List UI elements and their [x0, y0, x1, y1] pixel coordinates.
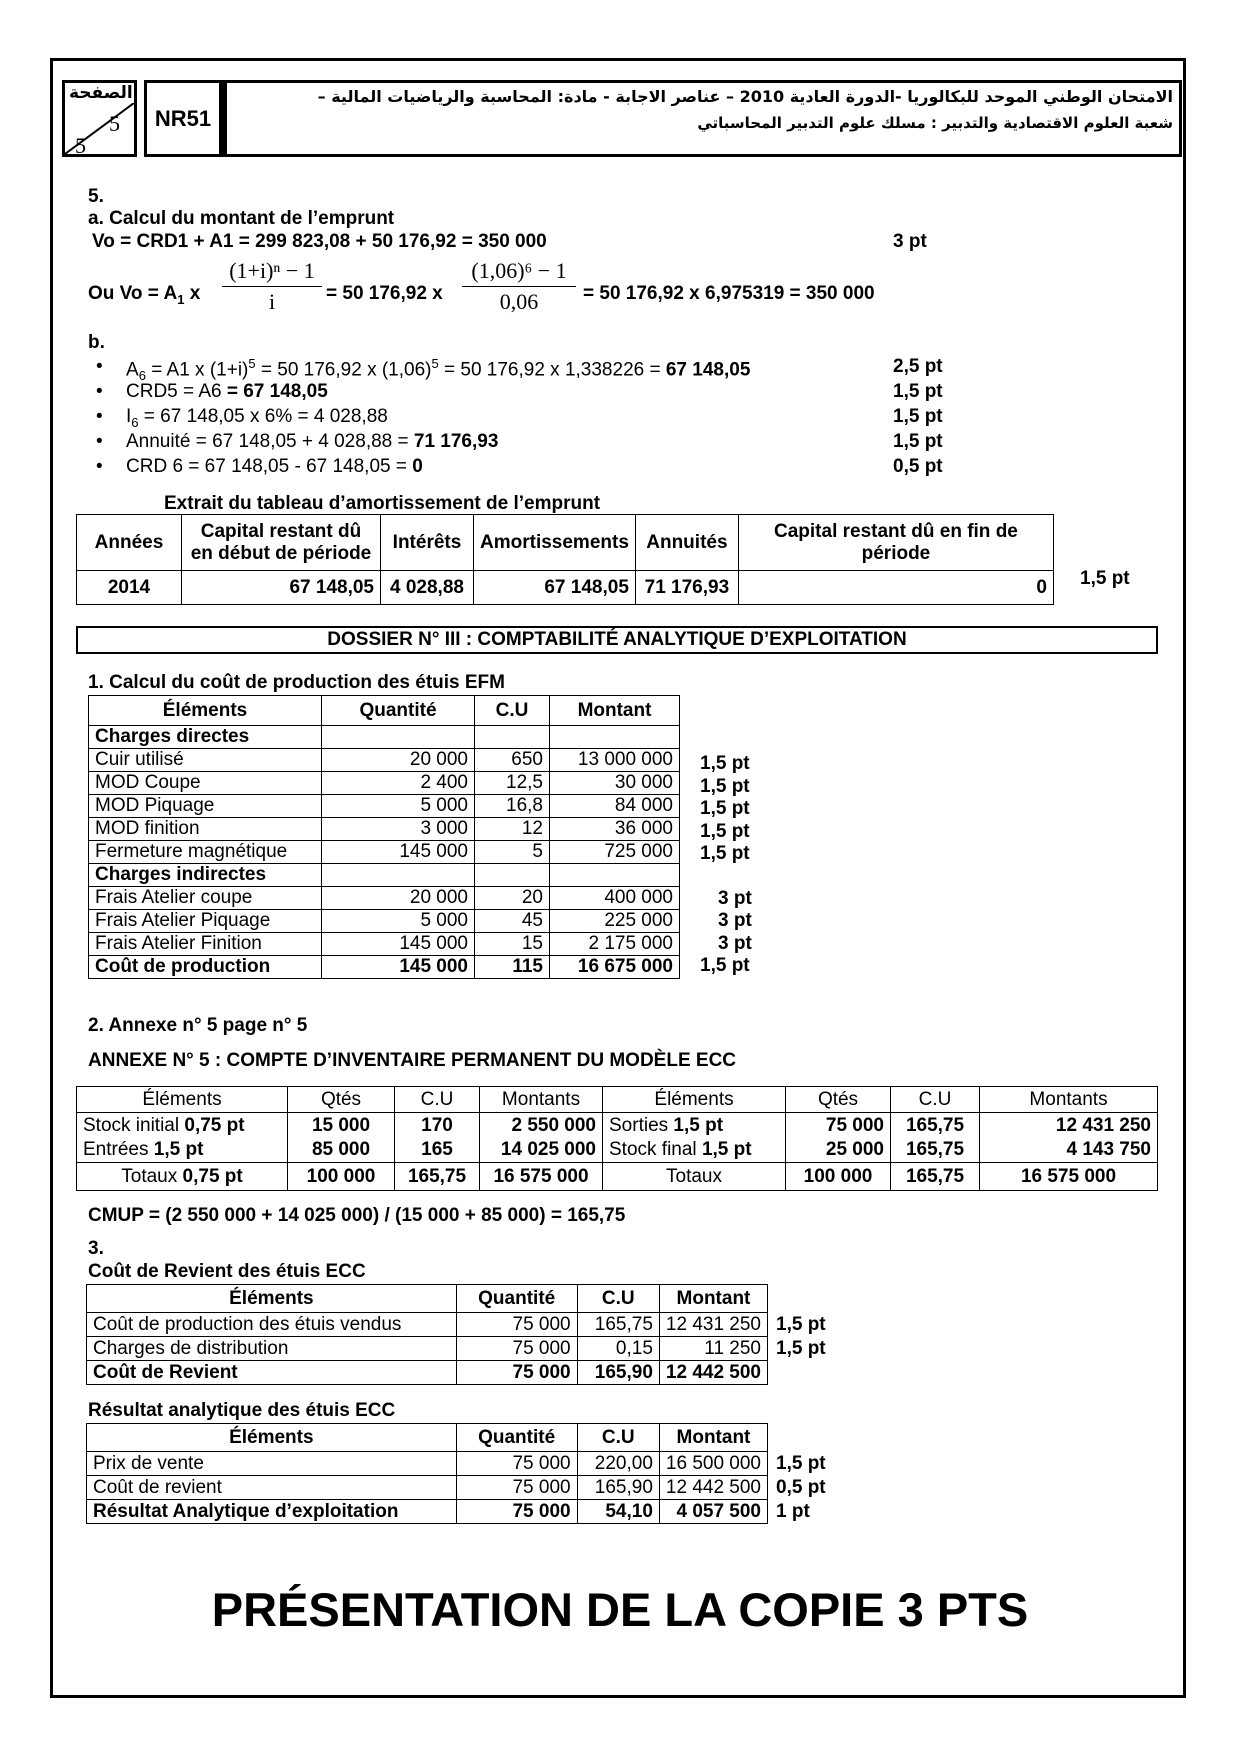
points: 1,5 pt	[893, 431, 943, 452]
table-header-row	[77, 515, 1054, 571]
table-cell: 100 000	[288, 1163, 395, 1191]
unit-cost-cell: 12,5	[475, 772, 550, 795]
quantity-cell: 75 000	[456, 1361, 577, 1385]
row-label: Fermeture magnétique	[89, 841, 322, 864]
table-cell: 15 000 85 000	[288, 1113, 395, 1163]
amount-cell: 13 000 000	[550, 749, 680, 772]
table-cell: 67 148,05	[182, 571, 381, 605]
formula-end: = 50 176,92 x 6,975319 = 350 000	[583, 283, 875, 304]
row-label: Frais Atelier coupe	[89, 887, 322, 910]
table-header: C.U	[395, 1087, 480, 1113]
title-line-2: شعبة العلوم الاقتصادية والتدبير : مسلك علوم التدبير المحاسباتي	[697, 114, 1173, 132]
table-row	[87, 1476, 768, 1500]
table-header: C.U	[577, 1424, 659, 1452]
table-header: Quantité	[322, 696, 475, 726]
quantity-cell: 20 000	[322, 887, 475, 910]
table-header: C.U	[475, 696, 550, 726]
amortization-table-title: Extrait du tableau d’amortissement de l’emprunt	[164, 493, 601, 514]
cmup-formula: CMUP = (2 550 000 + 14 025 000) / (15 000 + 85 000) = 165,75	[88, 1205, 626, 1226]
unit-cost-cell	[475, 864, 550, 887]
points: 1,5 pt	[700, 843, 750, 864]
quantity-cell: 75 000	[456, 1313, 577, 1337]
table-cell: Sorties 1,5 pt Stock final 1,5 pt	[603, 1113, 786, 1163]
quantity-cell	[322, 864, 475, 887]
formula-fraction-1	[222, 258, 322, 315]
points: 1,5 pt	[1080, 568, 1130, 589]
table-header: Montant	[550, 696, 680, 726]
amount-cell: 4 057 500	[659, 1500, 767, 1524]
page-total: 5	[75, 133, 86, 158]
quantity-cell: 75 000	[456, 1476, 577, 1500]
quantity-cell: 20 000	[322, 749, 475, 772]
page-num: 5	[109, 111, 120, 136]
points: 1,5 pt	[700, 955, 750, 976]
table-header: Montants	[980, 1087, 1158, 1113]
table-row	[89, 910, 680, 933]
annex-title: ANNEXE N° 5 : COMPTE D’INVENTAIRE PERMANENT DU MODÈLE ECC	[88, 1050, 737, 1071]
points: 1,5 pt	[776, 1338, 826, 1359]
unit-cost-cell: 165,90	[577, 1361, 659, 1385]
row-label: Résultat Analytique d’exploitation	[87, 1500, 457, 1524]
table-cell: 16 575 000	[980, 1163, 1158, 1191]
amount-cell: 11 250	[659, 1337, 767, 1361]
table-row	[87, 1500, 768, 1524]
table-row	[87, 1337, 768, 1361]
amount-cell: 16 675 000	[550, 956, 680, 979]
q3-num: 3.	[88, 1238, 104, 1259]
table-cell: 71 176,93	[635, 571, 738, 605]
points: 3 pt	[718, 910, 752, 932]
totals-row	[77, 1163, 1158, 1191]
table-cell: 2014	[77, 571, 182, 605]
fraction-numerator: (1,06)⁶ − 1	[471, 258, 567, 283]
table-cell: 165,75 165,75	[891, 1113, 980, 1163]
table-header-row	[89, 696, 680, 726]
quantity-cell	[322, 726, 475, 749]
amount-cell: 84 000	[550, 795, 680, 818]
unit-cost-cell	[475, 726, 550, 749]
row-label: Coût de revient	[87, 1476, 457, 1500]
production-cost-table	[88, 695, 680, 979]
row-label: MOD finition	[89, 818, 322, 841]
table-cell: 75 000 25 000	[786, 1113, 891, 1163]
table-header: Intérêts	[381, 515, 474, 571]
table-cell: 16 575 000	[480, 1163, 603, 1191]
table-cell: Totaux	[603, 1163, 786, 1191]
fraction-numerator: (1+i)ⁿ − 1	[229, 258, 315, 283]
unit-cost-cell: 20	[475, 887, 550, 910]
quantity-cell: 75 000	[456, 1452, 577, 1476]
table-header-row	[87, 1424, 768, 1452]
table-row	[89, 887, 680, 910]
points: 1,5 pt	[700, 753, 750, 775]
unit-cost-cell: 0,15	[577, 1337, 659, 1361]
quantity-cell: 3 000	[322, 818, 475, 841]
points: 2,5 pt	[893, 356, 943, 377]
table-row	[77, 571, 1054, 605]
table-header: Capital restant dû en fin de période	[738, 515, 1053, 571]
table-row	[89, 933, 680, 956]
table-header: Amortissements	[474, 515, 636, 571]
section-5-num: 5.	[88, 186, 104, 207]
amount-cell: 725 000	[550, 841, 680, 864]
amount-cell: 2 175 000	[550, 933, 680, 956]
amount-cell: 225 000	[550, 910, 680, 933]
row-label: Coût de production	[89, 956, 322, 979]
formula-middle: = 50 176,92 x	[326, 283, 443, 304]
table-header: Éléments	[89, 696, 322, 726]
table-header: Éléments	[87, 1285, 457, 1313]
row-label: Coût de production des étuis vendus	[87, 1313, 457, 1337]
table-cell: 165,75	[395, 1163, 480, 1191]
amount-cell	[550, 864, 680, 887]
row-label: Charges directes	[89, 726, 322, 749]
quantity-cell: 75 000	[456, 1337, 577, 1361]
quantity-cell: 145 000	[322, 933, 475, 956]
table-row	[89, 772, 680, 795]
table-cell: Totaux 0,75 pt	[77, 1163, 288, 1191]
row-label: Frais Atelier Finition	[89, 933, 322, 956]
table-row	[87, 1313, 768, 1337]
table-cell: 170 165	[395, 1113, 480, 1163]
exam-code: NR51	[144, 80, 224, 157]
table-header-row	[87, 1285, 768, 1313]
table-header: Éléments	[603, 1087, 786, 1113]
dossier-title: DOSSIER N° III : COMPTABILITÉ ANALYTIQUE D’EXPLOITATION	[76, 626, 1158, 654]
points: 3 pt	[893, 231, 927, 252]
section-5a-title: a. Calcul du montant de l’emprunt	[88, 208, 395, 229]
row-label: Prix de vente	[87, 1452, 457, 1476]
table-cell: 4 028,88	[381, 571, 474, 605]
table-row	[89, 726, 680, 749]
table-row	[89, 795, 680, 818]
quantity-cell: 75 000	[456, 1500, 577, 1524]
row-label: Charges de distribution	[87, 1337, 457, 1361]
points: 1,5 pt	[893, 406, 943, 427]
cost-price-table	[86, 1284, 768, 1385]
page-label: الصفحة	[69, 83, 133, 103]
page-number-box	[62, 80, 137, 157]
row-label: Cuir utilisé	[89, 749, 322, 772]
table-cell: Stock initial 0,75 pt Entrées 1,5 pt	[77, 1113, 288, 1163]
unit-cost-cell: 5	[475, 841, 550, 864]
amount-cell: 16 500 000	[659, 1452, 767, 1476]
quantity-cell: 5 000	[322, 910, 475, 933]
table-cell: 12 431 250 4 143 750	[980, 1113, 1158, 1163]
table-row	[77, 1113, 1158, 1163]
amount-cell: 36 000	[550, 818, 680, 841]
cost-price-title: Coût de Revient des étuis ECC	[88, 1261, 366, 1282]
fraction-denominator: 0,06	[499, 289, 539, 314]
unit-cost-cell: 54,10	[577, 1500, 659, 1524]
points: 0,5 pt	[893, 456, 943, 477]
table-cell: 0	[738, 571, 1053, 605]
unit-cost-cell: 165,75	[577, 1313, 659, 1337]
unit-cost-cell: 220,00	[577, 1452, 659, 1476]
unit-cost-cell: 115	[475, 956, 550, 979]
amount-cell: 12 442 500	[659, 1476, 767, 1500]
table-header: Éléments	[87, 1424, 457, 1452]
table-row	[87, 1452, 768, 1476]
table-row	[89, 956, 680, 979]
formula-fraction-2	[462, 258, 576, 315]
fraction-denominator: i	[268, 289, 276, 314]
table-header: Quantité	[456, 1424, 577, 1452]
table-header: C.U	[891, 1087, 980, 1113]
row-label: MOD Piquage	[89, 795, 322, 818]
points: 0,5 pt	[776, 1477, 826, 1498]
unit-cost-cell: 15	[475, 933, 550, 956]
amount-cell: 400 000	[550, 887, 680, 910]
quantity-cell: 2 400	[322, 772, 475, 795]
amortization-table	[76, 514, 1054, 605]
table-header: C.U	[577, 1285, 659, 1313]
quantity-cell: 145 000	[322, 841, 475, 864]
points: 1,5 pt	[700, 820, 750, 842]
table-header-row	[77, 1087, 1158, 1113]
table-header: Montants	[480, 1087, 603, 1113]
table-header: Qtés	[288, 1087, 395, 1113]
analytic-result-table	[86, 1423, 768, 1524]
table-header: Montant	[659, 1424, 767, 1452]
unit-cost-cell: 45	[475, 910, 550, 933]
points: 3 pt	[718, 887, 752, 909]
table-row	[89, 818, 680, 841]
points: 1,5 pt	[700, 798, 750, 820]
section-5a-line: Vo = CRD1 + A1 = 299 823,08 + 50 176,92 = 350 000	[92, 231, 547, 252]
table-cell: 100 000	[786, 1163, 891, 1191]
table-cell: 165,75	[891, 1163, 980, 1191]
table-row	[87, 1361, 768, 1385]
points: 1,5 pt	[893, 381, 943, 402]
analytic-result-title: Résultat analytique des étuis ECC	[88, 1400, 396, 1421]
points: 1,5 pt	[776, 1314, 826, 1335]
table-header: Annuités	[635, 515, 738, 571]
unit-cost-cell: 12	[475, 818, 550, 841]
footer-presentation: PRÉSENTATION DE LA COPIE 3 PTS	[211, 1583, 1029, 1636]
row-label: Frais Atelier Piquage	[89, 910, 322, 933]
amount-cell: 30 000	[550, 772, 680, 795]
unit-cost-cell: 165,90	[577, 1476, 659, 1500]
unit-cost-cell: 650	[475, 749, 550, 772]
amount-cell: 12 442 500	[659, 1361, 767, 1385]
table-row	[89, 749, 680, 772]
points: 1 pt	[776, 1501, 810, 1522]
unit-cost-cell: 16,8	[475, 795, 550, 818]
points: 1,5 pt	[700, 775, 750, 797]
quantity-cell: 145 000	[322, 956, 475, 979]
quantity-cell: 5 000	[322, 795, 475, 818]
amount-cell	[550, 726, 680, 749]
table-header: Montant	[659, 1285, 767, 1313]
section-5b-title: b.	[88, 332, 105, 353]
q2-title: 2. Annexe n° 5 page n° 5	[88, 1015, 308, 1036]
inventory-account-table	[76, 1086, 1158, 1191]
formula-prefix: Ou $Vo = A_1$ x	[88, 283, 201, 307]
title-line-1: الامتحان الوطني الموحد للبكالوريا -الدورة العادية 2010 – عناصر الاجابة - مادة: المحاسبة والرياضيات المالية –	[317, 87, 1173, 106]
row-label: MOD Coupe	[89, 772, 322, 795]
points: 3 pt	[718, 932, 752, 954]
table-header: Années	[77, 515, 182, 571]
points: 1,5 pt	[776, 1453, 826, 1474]
table-row	[89, 864, 680, 887]
table-header: Qtés	[786, 1087, 891, 1113]
row-label: Coût de Revient	[87, 1361, 457, 1385]
table-cell: 67 148,05	[474, 571, 636, 605]
q1-title: 1. Calcul du coût de production des étuis EFM	[88, 672, 505, 693]
table-header: Quantité	[456, 1285, 577, 1313]
exam-title	[224, 80, 1182, 157]
table-cell: 2 550 000 14 025 000	[480, 1113, 603, 1163]
table-header: Capital restant dû en début de période	[182, 515, 381, 571]
amount-cell: 12 431 250	[659, 1313, 767, 1337]
table-row	[89, 841, 680, 864]
row-label: Charges indirectes	[89, 864, 322, 887]
table-header: Éléments	[77, 1087, 288, 1113]
